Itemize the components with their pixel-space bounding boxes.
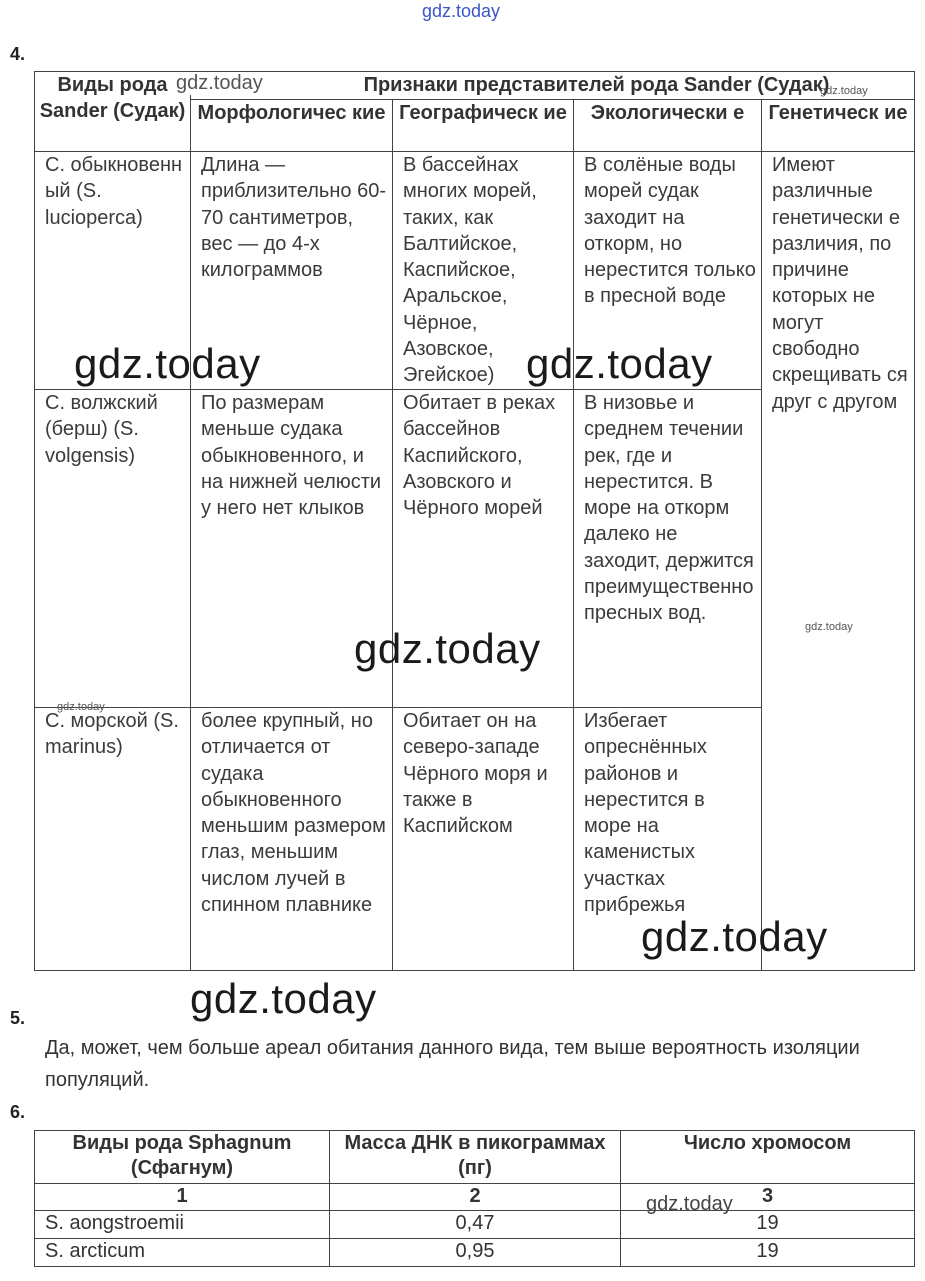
watermark-big-5: gdz.today — [190, 975, 377, 1022]
header-traits-group: Признаки представителей рода Sander (Судак) — [191, 72, 915, 100]
species-cell: S. arcticum — [35, 1239, 330, 1267]
chromosome-cell: 19 — [621, 1239, 915, 1267]
species-cell: S. aongstroemii — [35, 1211, 330, 1239]
watermark-big-3: gdz.today — [354, 625, 541, 672]
eco-cell: В низовье и среднем течении рек, где и нерестится. В море на откорм далеко не заходит, держится преимущественно пресных вод. — [574, 390, 762, 708]
column-number: 2 — [330, 1184, 621, 1211]
species-cell: С. обыкновенн ый (S. lucioperca) — [35, 152, 191, 390]
header-sphagnum-species: Виды рода Sphagnum (Сфагнум) — [35, 1131, 330, 1184]
subheader-morphological: Морфологичес кие — [191, 100, 393, 152]
eco-cell: В солёные воды морей судак заходит на откорм, но нерестится только в пресной воде — [574, 152, 762, 390]
watermark-header-small: gdz.today — [820, 85, 868, 97]
chromosome-cell: 19 — [621, 1211, 915, 1239]
watermark-big-2: gdz.today — [526, 340, 713, 387]
subheader-geographical: Географическ ие — [393, 100, 574, 152]
table-row — [35, 1211, 915, 1239]
section-5-number: 5. — [10, 1008, 26, 1028]
species-cell: С. волжский (берш) (S. volgensis) — [35, 390, 191, 708]
watermark-top: gdz.today — [422, 1, 501, 21]
watermark-small-2: gdz.today — [805, 621, 853, 633]
watermark-big-1: gdz.today — [74, 340, 261, 387]
sphagnum-table — [34, 1130, 915, 1267]
table-row — [35, 1239, 915, 1267]
morph-cell: Длина — приблизительно 60-70 сантиметров, вес — до 4-х килограммов — [191, 152, 393, 390]
section-6-number: 6. — [10, 1102, 26, 1122]
geo-cell: В бассейнах многих морей, таких, как Балтийское, Каспийское, Аральское, Чёрное, Азовское, Эгейское) — [393, 152, 574, 390]
morph-cell: По размерам меньше судака обыкновенного, и на нижней челюсти у него нет клыков — [191, 390, 393, 708]
subheader-ecological: Экологически е — [574, 100, 762, 152]
watermark-table6: gdz.today — [646, 1193, 733, 1215]
watermark-small-3: gdz.today — [57, 701, 105, 713]
sander-traits-table — [34, 71, 915, 971]
header-dna-mass: Масса ДНК в пикограммах (пг) — [330, 1131, 621, 1184]
column-number: 1 — [35, 1184, 330, 1211]
section-5-answer: Да, может, чем больше ареал обитания данного вида, тем выше вероятность изоляции популяций. — [45, 1037, 860, 1091]
column-number: 3 — [621, 1184, 915, 1211]
geo-cell: Обитает в реках бассейнов Каспийского, Азовского и Чёрного морей — [393, 390, 574, 708]
genetic-cell: Имеют различные генетически е различия, по причине которых не могут свободно скрещивать ся друг с другом — [762, 152, 915, 971]
header-chromosomes: Число хромосом — [621, 1131, 915, 1184]
watermark-big-4: gdz.today — [641, 913, 828, 960]
dna-cell: 0,47 — [330, 1211, 621, 1239]
dna-cell: 0,95 — [330, 1239, 621, 1267]
species-cell: С. морской (S. marinus) — [35, 708, 191, 971]
section-4-number: 4. — [10, 44, 26, 64]
eco-cell: Избегает опреснённых районов и нерестится в море на каменистых участках прибрежья — [574, 708, 762, 971]
watermark-header-inline: gdz.today — [176, 72, 263, 94]
geo-cell: Обитает он на северо-западе Чёрного моря и также в Каспийском — [393, 708, 574, 971]
header-species: Виды рода Sander (Судак) — [35, 72, 191, 152]
morph-cell: более крупный, но отличается от судака обыкновенного меньшим размером глаз, меньшим числом лучей в спинном плавнике — [191, 708, 393, 971]
subheader-genetic: Генетическ ие — [762, 100, 915, 152]
